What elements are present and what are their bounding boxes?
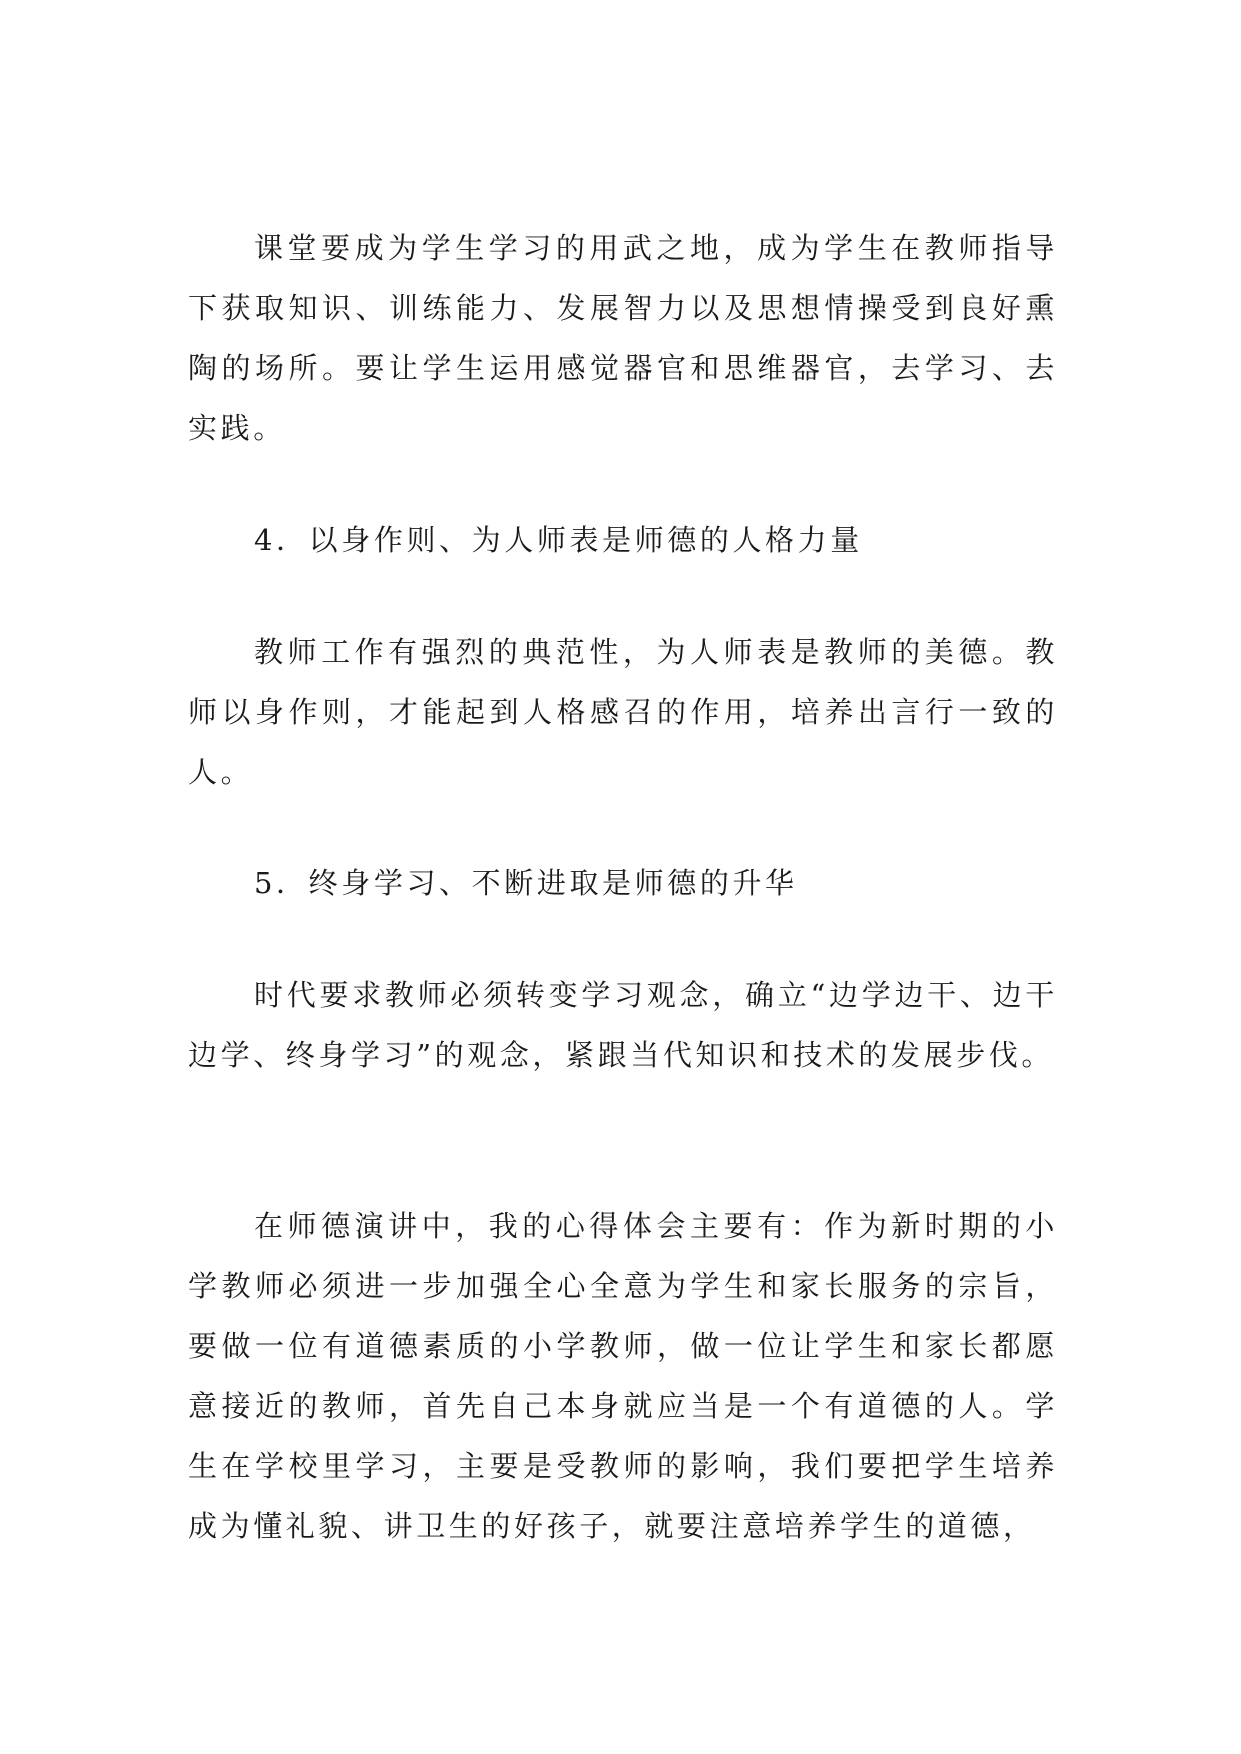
paragraph-role-model: 教师工作有强烈的典范性，为人师表是教师的美德。教师以身作则，才能起到人格感召的作用，培养出言行一致的人。 [188,635,1058,789]
paragraph-reflection: 在师德演讲中，我的心得体会主要有：作为新时期的小学教师必须进一步加强全心全意为学生和家长服务的宗旨，要做一位有道德素质的小学教师，做一位让学生和家长都愿意接近的教师，首先自己本身就应当是一个有道德的人。学生在学校里学习，主要是受教师的影响，我们要把学生培养成为懂礼貌、讲卫生的好孩子，就要注意培养学生的道德， [188,1209,1058,1543]
section-heading-5: 5．终身学习、不断进取是师德的升华 [254,866,798,900]
paragraph-lifelong-learning: 时代要求教师必须转变学习观念，确立“边学边干、边干边学、终身学习”的观念，紧跟当代知识和技术的发展步伐。 [188,978,1058,1072]
paragraph-classroom: 课堂要成为学生学习的用武之地，成为学生在教师指导下获取知识、训练能力、发展智力以及思想情操受到良好熏陶的场所。要让学生运用感觉器官和思维器官，去学习、去实践。 [188,231,1058,445]
section-heading-4: 4．以身作则、为人师表是师德的人格力量 [254,523,863,557]
